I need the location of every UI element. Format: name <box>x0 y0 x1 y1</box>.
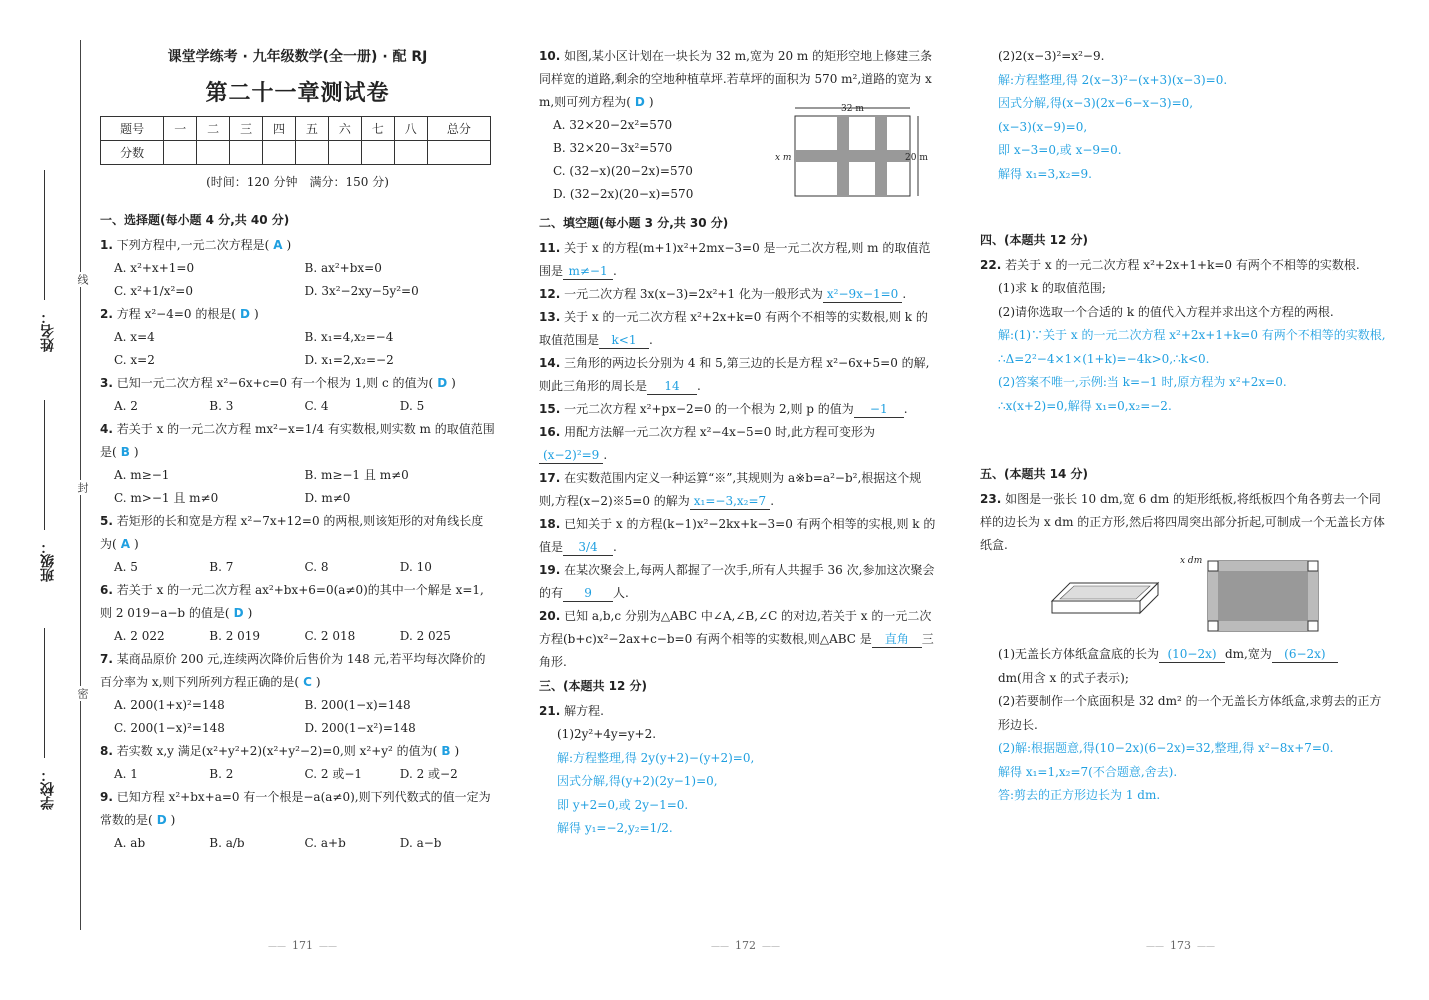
score-table <box>100 116 491 165</box>
question-number: 21. <box>539 704 561 718</box>
question-text: 若关于 x 的一元二次方程 x²+2x+1+k=0 有两个不相等的实数根. <box>1005 258 1360 272</box>
answer-choice: D <box>156 813 167 827</box>
option[interactable]: A. x=4 <box>114 330 155 344</box>
part1-mid-text: dm,宽为 <box>1225 647 1272 661</box>
option[interactable]: B. 2 <box>209 767 234 781</box>
table-cell: 分数 <box>101 141 164 165</box>
cardboard-figure <box>1180 555 1380 643</box>
question-tail: ) <box>170 813 176 827</box>
solution-line: 解得 x₁=1,x₂=7(不合题意,舍去). <box>998 764 1178 779</box>
question-20 <box>539 605 937 674</box>
option[interactable]: D. 2 025 <box>399 629 451 643</box>
table-cell: 总分 <box>427 117 490 141</box>
option[interactable]: A. 200(1+x)²=148 <box>114 698 225 712</box>
answer-blank[interactable]: k<1 <box>599 332 649 349</box>
corner-size-label: x dm <box>1180 556 1203 566</box>
option[interactable]: C. (32−x)(20−2x)=570 <box>553 164 693 178</box>
sub-question: (1)求 k 的取值范围; <box>998 281 1106 295</box>
time-info: (时间：120 分钟 满分：150 分) <box>206 175 389 189</box>
page-number: —— 173 —— <box>1140 939 1221 952</box>
answer-choice: B <box>441 744 451 758</box>
question-3 <box>100 372 495 395</box>
solution-line: (x−3)(x−9)=0, <box>998 119 1088 134</box>
column-p1 <box>100 210 495 855</box>
option-list <box>100 832 495 855</box>
question-6 <box>100 579 495 625</box>
question-text: 如图是一张长 10 dm,宽 6 dm 的矩形纸板,将纸板四个角各剪去一个同样的边长为 x dm 的正方形,然后将四周突出部分折起,可制成一个无盖长方体纸盒. <box>980 492 1385 552</box>
question-number: 5. <box>100 514 113 528</box>
question-tail: ) <box>133 445 139 459</box>
class-field-line[interactable] <box>44 400 45 530</box>
solution-line: 即 x−3=0,或 x−9=0. <box>998 143 1122 157</box>
score-table-score-row <box>101 141 491 165</box>
question-tail: . <box>902 287 907 301</box>
question-number: 18. <box>539 517 561 531</box>
table-cell: 五 <box>295 117 328 141</box>
question-number: 7. <box>100 652 113 666</box>
question-number: 2. <box>100 307 113 321</box>
answer-blank[interactable]: 14 <box>647 378 697 395</box>
diagram-length-label: 32 m <box>841 104 864 114</box>
school-field-label: 学校： <box>40 768 56 810</box>
question-5 <box>100 510 495 556</box>
answer-blank[interactable]: −1 <box>854 401 904 418</box>
option[interactable]: B. ax²+bx=0 <box>304 261 382 275</box>
page-number: —— 171 —— <box>262 939 343 952</box>
question-text: 若关于 x 的一元二次方程 mx²−x=1/4 有实数根,则实数 m 的取值范围是( <box>100 422 495 459</box>
sub-question-1 <box>980 643 1390 667</box>
option-list <box>100 694 495 740</box>
question-16 <box>539 421 937 467</box>
solution-line: 因式分解,得(x−3)(2x−6−x−3)=0, <box>998 96 1194 110</box>
option[interactable]: C. x=2 <box>114 353 155 367</box>
option[interactable]: A. ab <box>114 836 146 850</box>
question-tail: . <box>697 379 701 393</box>
question-21 <box>539 700 937 723</box>
answer-choice: A <box>120 537 130 551</box>
answer-blank[interactable]: (10−2x) <box>1159 646 1225 663</box>
binding-mark-xian: 线 <box>76 274 89 285</box>
question-text: 一元二次方程 3x(x−3)=2x²+1 化为一般形式为 <box>564 287 823 301</box>
question-tail: 三角形. <box>539 632 934 669</box>
score-cell[interactable] <box>361 141 394 165</box>
answer-choice: D <box>233 606 244 620</box>
question-number: 8. <box>100 744 113 758</box>
answer-choice: B <box>120 445 130 459</box>
question-tail: . <box>903 402 908 416</box>
question-tail: ) <box>451 376 456 390</box>
section-heading: 四、(本题共 12 分) <box>980 233 1089 247</box>
question-text: 关于 x 的方程(m+1)x²+2mx−3=0 是一元二次方程,则 m 的取值范围是 <box>539 241 931 278</box>
question-15 <box>539 398 937 421</box>
solution-line: 即 y+2=0,或 2y−1=0. <box>557 797 689 812</box>
option[interactable]: D. a−b <box>399 836 442 850</box>
diagram-road-label: x m <box>775 153 792 163</box>
question-text: 用配方法解一元二次方程 x²−4x−5=0 时,此方程可变形为 <box>564 425 875 439</box>
question-text: 已知 a,b,c 分别为△ABC 中∠A,∠B,∠C 的对边,若关于 x 的一元二次方程(b+c)x²−2ax+c−b=0 有两个相等的实数根,则△ABC 是 <box>539 609 932 646</box>
option[interactable]: B. 3 <box>209 399 234 413</box>
sub-question: (1)2y²+4y=y+2. <box>557 727 657 741</box>
question-number: 16. <box>539 425 561 439</box>
answer-choice: D <box>634 95 645 109</box>
option[interactable]: A. m≥−1 <box>114 468 170 482</box>
option[interactable]: B. x₁=4,x₂=−4 <box>304 330 394 344</box>
school-field-line[interactable] <box>44 628 45 758</box>
question-17 <box>539 467 937 513</box>
solution-line: ∴Δ=2²−4×1×(1+k)=−4k>0,∴k<0. <box>998 351 1210 366</box>
option[interactable]: A. 1 <box>114 767 138 781</box>
option[interactable]: D. x₁=2,x₂=−2 <box>304 353 394 367</box>
question-number: 4. <box>100 422 113 436</box>
question-text: 若关于 x 的一元二次方程 ax²+bx+6=0(a≠0)的其中一个解是 x=1,则 2 019−a−b 的值是( <box>100 583 484 620</box>
sub-question-2: (2)若要制作一个底面积是 32 dm² 的一个无盖长方体纸盒,求剪去的正方形边长. <box>998 694 1382 732</box>
option[interactable]: B. 32×20−3x²=570 <box>553 141 673 155</box>
solution-line: 解:方程整理,得 2(x−3)²−(x+3)(x−3)=0. <box>998 72 1228 87</box>
option-list <box>100 395 495 418</box>
option[interactable]: C. 200(1−x)²=148 <box>114 721 225 735</box>
page-173 <box>960 0 1429 1000</box>
exam-title: 第二十一章测试卷 <box>205 81 390 106</box>
question-1 <box>100 234 495 257</box>
option[interactable]: D. 2 或−2 <box>399 767 458 781</box>
table-cell: 四 <box>263 117 296 141</box>
page-172 <box>505 0 960 1000</box>
option[interactable]: B. m≥−1 且 m≠0 <box>304 468 409 482</box>
question-8 <box>100 740 495 763</box>
answer-blank[interactable]: 9 <box>563 585 613 602</box>
option[interactable]: A. x²+x+1=0 <box>114 261 195 275</box>
book-title: 课堂学练考 · 九年级数学(全一册) · 配 RJ <box>167 49 428 65</box>
table-cell: 三 <box>230 117 263 141</box>
solution-line: 解:方程整理,得 2y(y+2)−(y+2)=0, <box>557 750 755 765</box>
q23-figures <box>980 556 1390 643</box>
option-list <box>100 556 495 579</box>
score-cell[interactable] <box>197 141 230 165</box>
score-table-header-row <box>101 117 491 141</box>
question-18 <box>539 513 937 559</box>
question-tail: ) <box>254 307 259 321</box>
question-9 <box>100 786 495 832</box>
question-number: 14. <box>539 356 561 370</box>
question-tail: ) <box>454 744 460 758</box>
question-19 <box>539 559 937 605</box>
question-number: 6. <box>100 583 113 597</box>
question-text: 若实数 x,y 满足(x²+y²+2)(x²+y²−2)=0,则 x²+y² 的值为( <box>116 744 438 758</box>
table-cell: 二 <box>197 117 230 141</box>
option[interactable]: D. 200(1−x²)=148 <box>304 721 416 735</box>
answer-choice: C <box>303 675 312 689</box>
section-heading: 五、(本题共 14 分) <box>980 467 1089 481</box>
option[interactable]: C. 8 <box>304 560 329 574</box>
option[interactable]: C. 2 018 <box>304 629 356 643</box>
question-text: 方程 x²−4=0 的根是( <box>116 307 237 321</box>
question-22 <box>980 254 1390 277</box>
question-number: 20. <box>539 609 561 623</box>
binding-mark-mi: 密 <box>76 688 89 699</box>
question-tail: 人. <box>613 586 629 600</box>
solution-line: 解得 y₁=−2,y₂=1/2. <box>557 821 673 835</box>
question-tail: . <box>770 494 775 508</box>
binding-margin <box>34 40 94 930</box>
table-cell: 一 <box>164 117 197 141</box>
question-tail: ) <box>648 95 654 109</box>
question-text: 在实数范围内定义一种运算“※”,其规则为 a※b=a²−b²,根据这个规则,方程(x−2)※5=0 的解为 <box>539 471 922 508</box>
name-field-label: 姓名： <box>40 310 56 352</box>
question-list <box>100 234 495 855</box>
question-text: 解方程. <box>564 704 604 718</box>
question-text: 已知方程 x²+bx+a=0 有一个根是−a(a≠0),则下列代数式的值一定为常数的是( <box>100 790 491 827</box>
question-12 <box>539 283 937 306</box>
question-number: 17. <box>539 471 561 485</box>
option[interactable]: A. 2 <box>114 399 138 413</box>
option-list <box>539 114 769 206</box>
sub-question: (2)请你选取一个合适的 k 的值代入方程并求出这个方程的两根. <box>998 304 1334 319</box>
option[interactable]: B. 2 019 <box>209 629 261 643</box>
question-number: 15. <box>539 402 561 416</box>
question-number: 13. <box>539 310 561 324</box>
option[interactable]: D. 10 <box>399 560 432 574</box>
open-box-figure <box>1050 575 1170 619</box>
score-cell[interactable] <box>230 141 263 165</box>
answer-blank[interactable]: 直角 <box>872 631 922 648</box>
question-tail: ) <box>315 675 321 689</box>
question-tail: . <box>649 333 653 347</box>
question-number: 9. <box>100 790 113 804</box>
question-number: 22. <box>980 258 1002 272</box>
question-11 <box>539 237 937 283</box>
solution-line: (2)答案不唯一,示例:当 k=−1 时,原方程为 x²+2x=0. <box>998 375 1287 389</box>
solution-line: ∴x(x+2)=0,解得 x₁=0,x₂=−2. <box>998 398 1172 413</box>
question-tail: ) <box>133 537 139 551</box>
option[interactable]: C. m>−1 且 m≠0 <box>114 491 219 505</box>
road-diagram <box>775 104 937 204</box>
question-text: 已知一元二次方程 x²−6x+c=0 有一个根为 1,则 c 的值为( <box>116 376 434 390</box>
question-number: 1. <box>100 238 113 252</box>
table-cell: 六 <box>328 117 361 141</box>
question-tail: . <box>613 264 617 278</box>
option[interactable]: A. 2 022 <box>114 629 165 643</box>
page-number: —— 172 —— <box>705 939 786 952</box>
option[interactable]: B. 200(1−x)=148 <box>304 698 411 712</box>
diagram-width-label: 20 m <box>905 153 928 163</box>
fill-list <box>539 237 937 674</box>
question-number: 11. <box>539 241 561 255</box>
column-p2 <box>539 45 937 841</box>
class-field-label: 班级： <box>40 540 56 582</box>
option[interactable]: C. x²+1/x²=0 <box>114 284 193 298</box>
score-cell[interactable] <box>263 141 296 165</box>
question-text: 三角形的两边长分别为 4 和 5,第三边的长是方程 x²−6x+5=0 的解,则此三角形的周长是 <box>539 356 930 393</box>
option[interactable]: B. a/b <box>209 836 245 850</box>
table-cell: 七 <box>361 117 394 141</box>
answer-choice: A <box>273 238 283 252</box>
binding-mark-feng: 封 <box>76 482 89 493</box>
table-cell: 题号 <box>101 117 164 141</box>
question-2 <box>100 303 495 326</box>
answer-choice: D <box>437 376 448 390</box>
sub-question: (2)2(x−3)²=x²−9. <box>998 49 1105 63</box>
question-tail: ) <box>247 606 253 620</box>
part1-text: (1)无盖长方体纸盒盒底的长为 <box>998 647 1159 661</box>
score-cell[interactable] <box>295 141 328 165</box>
question-text: 在某次聚会上,每两人都握了一次手,所有人共握手 36 次,参加这次聚会的有 <box>539 563 935 600</box>
question-text: 关于 x 的一元二次方程 x²+2x+k=0 有两个不相等的实数根,则 k 的取值范围是 <box>539 310 928 347</box>
answer-blank[interactable]: 3/4 <box>563 539 613 556</box>
answer-blank[interactable]: (x−2)²=9 <box>539 447 603 464</box>
option-list <box>100 625 495 648</box>
answer-blank[interactable]: (6−2x) <box>1272 646 1338 663</box>
question-tail: . <box>603 448 608 462</box>
solution-line: 解:(1)∵关于 x 的一元二次方程 x²+2x+1+k=0 有两个不相等的实数根, <box>998 328 1386 342</box>
score-cell[interactable] <box>328 141 361 165</box>
option[interactable]: A. 32×20−2x²=570 <box>553 118 673 132</box>
option[interactable]: D. 5 <box>399 399 425 413</box>
page-171 <box>0 0 505 1000</box>
score-cell[interactable] <box>394 141 427 165</box>
option[interactable]: D. (32−2x)(20−x)=570 <box>553 187 694 201</box>
option-list <box>100 763 495 786</box>
option-list <box>100 257 495 303</box>
solution-line: 因式分解,得(y+2)(2y−1)=0, <box>557 774 718 788</box>
question-number: 10. <box>539 49 561 63</box>
option[interactable]: D. 3x²−2xy−5y²=0 <box>304 284 419 298</box>
question-23 <box>980 488 1390 557</box>
question-text: 下列方程中,一元二次方程是( <box>116 238 270 252</box>
name-field-line[interactable] <box>44 170 45 300</box>
option-list <box>100 326 495 372</box>
question-number: 23. <box>980 492 1002 506</box>
solution-line: (2)解:根据题意,得(10−2x)(6−2x)=32,整理,得 x²−8x+7=0. <box>998 741 1334 755</box>
question-tail: . <box>613 540 617 554</box>
question-number: 19. <box>539 563 561 577</box>
option[interactable]: C. a+b <box>304 836 346 850</box>
option[interactable]: C. 4 <box>304 399 329 413</box>
score-cell[interactable] <box>164 141 197 165</box>
question-text: 某商品原价 200 元,连续两次降价后售价为 148 元,若平均每次降价的百分率为 x,则下列所列方程正确的是( <box>100 652 486 689</box>
option[interactable]: A. 5 <box>114 560 138 574</box>
option[interactable]: D. m≠0 <box>304 491 351 505</box>
answer-blank[interactable]: x₁=−3,x₂=7 <box>690 493 770 510</box>
option[interactable]: C. 2 或−1 <box>304 767 363 781</box>
question-number: 3. <box>100 376 113 390</box>
question-text: 一元二次方程 x²+px−2=0 的一个根为 2,则 p 的值为 <box>564 402 854 416</box>
section-heading: 三、(本题共 12 分) <box>539 679 648 693</box>
question-7 <box>100 648 495 694</box>
column-p3 <box>980 45 1390 808</box>
option-list <box>100 464 495 510</box>
question-text: 若矩形的长和宽是方程 x²−7x+12=0 的两根,则该矩形的对角线长度为( <box>100 514 484 551</box>
solution-line: 解得 x₁=3,x₂=9. <box>998 166 1092 181</box>
score-cell[interactable] <box>427 141 490 165</box>
question-4 <box>100 418 495 464</box>
sub-question-1-tail: dm(用含 x 的式子表示); <box>998 670 1129 685</box>
question-text: 如图,某小区计划在一块长为 32 m,宽为 20 m 的矩形空地上修建三条同样宽的道路,剩余的空地种植草坪.若草坪的面积为 570 m²,道路的宽为 x m,则可列方程为( <box>539 49 933 109</box>
question-13 <box>539 306 937 352</box>
answer-choice: D <box>240 307 250 321</box>
question-tail: ) <box>286 238 292 252</box>
section-heading: 一、选择题(每小题 4 分,共 40 分) <box>100 213 290 227</box>
solution-line: 答:剪去的正方形边长为 1 dm. <box>998 788 1161 802</box>
q10-body <box>539 104 937 209</box>
table-cell: 八 <box>394 117 427 141</box>
answer-blank[interactable]: x²−9x−1=0 <box>823 286 902 303</box>
option[interactable]: B. 7 <box>209 560 234 574</box>
section-heading: 二、填空题(每小题 3 分,共 30 分) <box>539 216 729 230</box>
question-text: 已知关于 x 的方程(k−1)x²−2kx+k−3=0 有两个相等的实根,则 k 的值是 <box>539 517 936 554</box>
question-number: 12. <box>539 287 561 301</box>
question-14 <box>539 352 937 398</box>
answer-blank[interactable]: m≠−1 <box>563 263 613 280</box>
